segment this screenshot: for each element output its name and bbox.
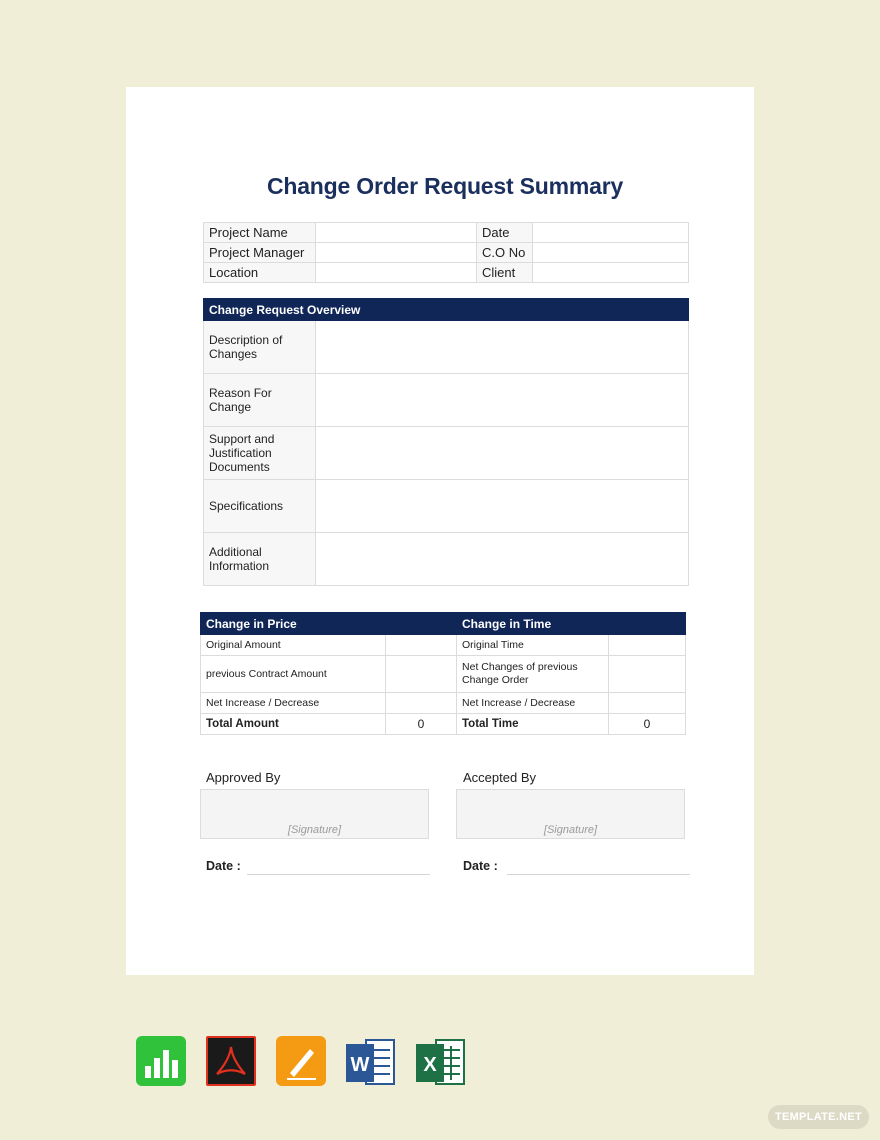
description-label: Description of Changes [204,321,316,374]
reason-field[interactable] [316,374,689,427]
template-net-badge[interactable]: TEMPLATE.NET [768,1105,869,1129]
support-documents-label: Support and Justification Documents [204,427,316,480]
approved-by-label: Approved By [206,770,281,785]
excel-icon[interactable] [416,1036,466,1086]
total-time-value: 0 [609,714,686,735]
original-amount-label: Original Amount [201,635,386,656]
support-documents-field[interactable] [316,427,689,480]
accepted-date-line[interactable] [507,874,690,875]
specifications-label: Specifications [204,480,316,533]
total-amount-label: Total Amount [201,714,386,735]
project-manager-field[interactable] [316,243,477,263]
project-name-field[interactable] [316,223,477,243]
total-amount-value: 0 [386,714,457,735]
project-name-label: Project Name [204,223,316,243]
accepted-signature-box[interactable] [456,789,685,839]
client-label: Client [477,263,533,283]
svg-text:W: W [350,1054,370,1076]
date-field[interactable] [533,223,689,243]
pdf-icon[interactable] [206,1036,256,1086]
net-increase-time-label: Net Increase / Decrease [457,693,609,714]
change-request-overview-table [203,298,689,586]
document-title: Change Order Request Summary [266,173,624,199]
approved-date-label: Date : [206,859,241,873]
specifications-field[interactable] [316,480,689,533]
original-time-label: Original Time [457,635,609,656]
co-no-label: C.O No [477,243,533,263]
original-time-field[interactable] [609,635,686,656]
price-header: Change in Price [201,613,457,635]
net-changes-field[interactable] [609,656,686,693]
additional-information-field[interactable] [316,533,689,586]
date-label: Date [477,223,533,243]
svg-text:X: X [423,1054,437,1076]
description-field[interactable] [316,321,689,374]
additional-information-label: Additional Information [204,533,316,586]
signature-placeholder: [Signature] [287,824,342,836]
original-amount-field[interactable] [386,635,457,656]
document-page [126,87,754,975]
location-label: Location [204,263,316,283]
client-field[interactable] [533,263,689,283]
numbers-icon[interactable] [136,1036,186,1086]
previous-contract-amount-label: previous Contract Amount [201,656,386,693]
net-increase-time-field[interactable] [609,693,686,714]
reason-label: Reason For Change [204,374,316,427]
net-changes-label: Net Changes of previous Change Order [457,656,609,693]
net-increase-price-field[interactable] [386,693,457,714]
total-time-label: Total Time [457,714,609,735]
pages-icon[interactable] [276,1036,326,1086]
project-manager-label: Project Manager [204,243,316,263]
change-price-time-table [200,612,686,735]
project-info-table [203,222,689,283]
word-icon[interactable] [346,1036,396,1086]
overview-header: Change Request Overview [204,299,689,321]
time-header: Change in Time [457,613,686,635]
accepted-date-label: Date : [463,859,498,873]
location-field[interactable] [316,263,477,283]
approved-date-line[interactable] [247,874,430,875]
co-no-field[interactable] [533,243,689,263]
approved-signature-box[interactable] [200,789,429,839]
net-increase-price-label: Net Increase / Decrease [201,693,386,714]
accepted-by-label: Accepted By [463,770,536,785]
signature-placeholder: [Signature] [543,824,598,836]
previous-contract-amount-field[interactable] [386,656,457,693]
